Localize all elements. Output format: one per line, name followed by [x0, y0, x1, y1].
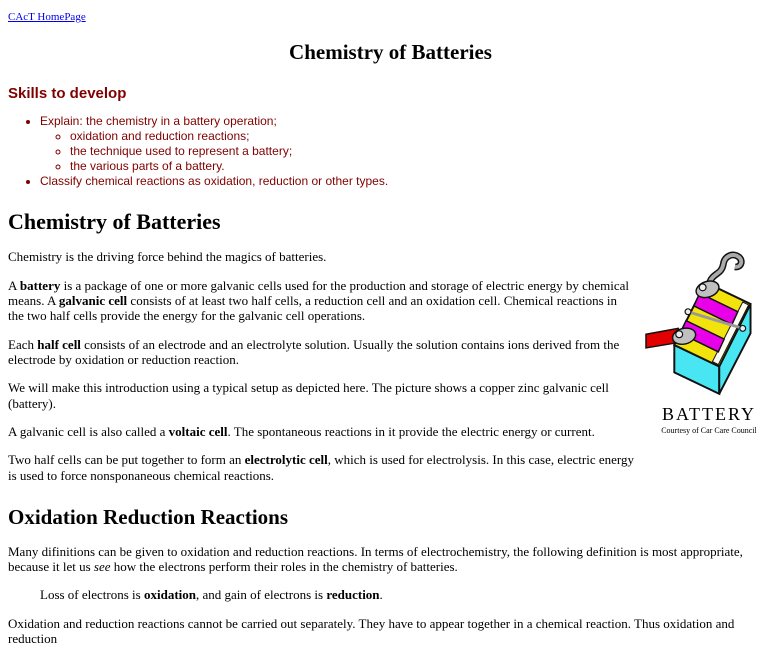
battery-credit: Courtesy of Car Care Council [661, 425, 757, 435]
skills-list [8, 114, 773, 189]
battery-image [645, 249, 773, 398]
skills-item: • Classify chemical reactions as oxidation, reduction or other types. [40, 174, 773, 189]
paragraph-half-cell: Each half cell consists of an electrode and an electrolyte solution. Usually the solution contains ions derived from the electrode by oxidation or reduction reaction. [8, 336, 620, 368]
clamp-hole [676, 331, 683, 338]
skills-subitem: ◦ the technique used to represent a battery; [70, 144, 773, 159]
skills-sublist [40, 129, 773, 174]
battery-figure [645, 249, 773, 435]
paragraph-electrolytic-cell: Two half cells can be put together to form an electrolytic cell, which is used for electrolysis. In this case, electric energy is used to force nonsponaneous chemical reactions. [8, 452, 634, 483]
cact-homepage-link[interactable]: CAcT HomePage [8, 11, 86, 23]
paragraph-setup: We will make this introduction using a typical setup as depicted here. The picture shows a copper zinc galvanic cell (battery). [8, 380, 609, 411]
battery-caption: BATTERY [661, 403, 756, 424]
skills-subitem: ◦ oxidation and reduction reactions; [70, 129, 773, 144]
skills-heading: Skills to develop [8, 84, 127, 102]
paragraph-definitions: Many difinitions can be given to oxidation and reduction reactions. In terms of electrochemistry, the following definition is most appropriate, because it let us see how the electrons perform their roles in the chemistry of batteries. [8, 543, 743, 575]
article-heading: Chemistry of Batteries [8, 209, 221, 235]
page-title: Chemistry of Batteries [289, 39, 492, 64]
paragraph-redox-together: Oxidation and reduction reactions cannot be carried out separately. They have to appear together in a chemical reaction. Thus oxidation and reduction [8, 615, 735, 647]
oxidation-reduction-quote: Loss of electrons is oxidation, and gain of electrons is reduction. [40, 587, 383, 603]
paragraph-voltaic-cell: A galvanic cell is also called a voltaic cell. The spontaneous reactions in it provide the electric energy or current. [8, 424, 595, 439]
skills-subitem: ◦ the various parts of a battery. [70, 159, 773, 174]
section-heading-oxidation-reduction: Oxidation Reduction Reactions [8, 504, 289, 529]
skills-item-label: Explain: the chemistry in a battery operation; [40, 114, 277, 129]
paragraph-intro: Chemistry is the driving force behind the magics of batteries. [8, 249, 327, 265]
rod-pivot [740, 326, 746, 332]
skills-item [40, 114, 773, 174]
clamp-hole [699, 284, 706, 291]
rod-pivot [685, 309, 691, 315]
paragraph-battery-definition: A battery is a package of one or more galvanic cells used for the production and storage of electric energy by chemical means. A galvanic cell consists of at least two half cells, a reduction cell and an oxidation cell. Chemical reactions in the two half cells provide the energy for the galvanic cell operations. [8, 277, 630, 324]
